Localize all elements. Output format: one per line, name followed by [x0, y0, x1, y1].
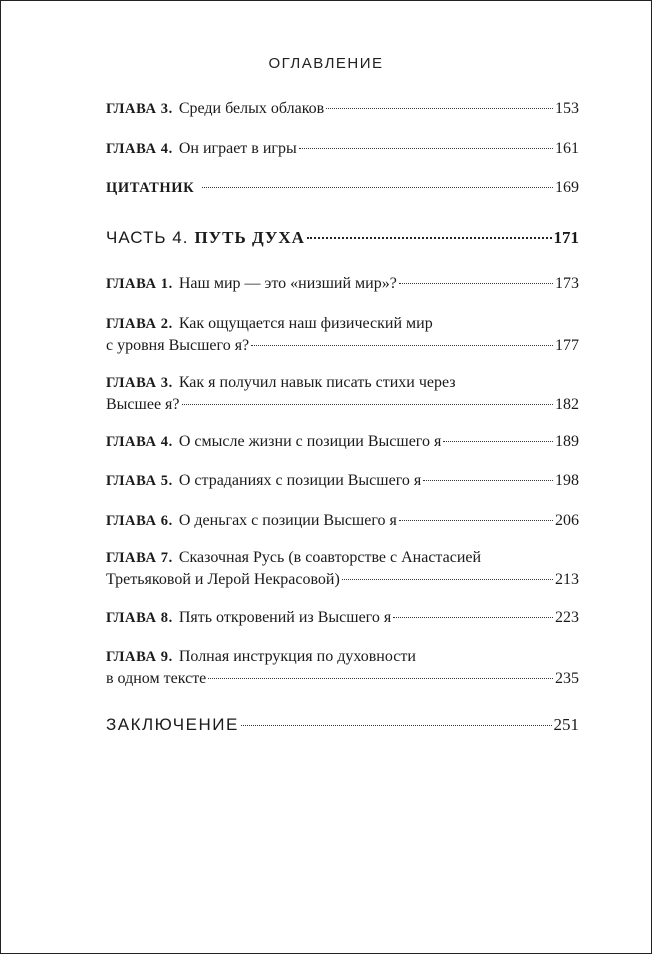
toc-conclusion-entry[interactable]: [106, 714, 579, 736]
chapter-title-line1: Сказочная Русь (в соавторстве с Анастасией: [178, 549, 482, 566]
toc-entry[interactable]: [106, 547, 579, 591]
page-number: 235: [555, 670, 579, 687]
toc-entry[interactable]: [106, 98, 579, 120]
toc-entry[interactable]: [106, 273, 579, 295]
chapter-title: О смысле жизни с позиции Высшего я: [178, 433, 442, 450]
chapter-label: ГЛАВА 9.: [106, 649, 173, 665]
chapter-label: ГЛАВА 3.: [106, 375, 173, 391]
chapter-label: ГЛАВА 3.: [106, 101, 173, 117]
part-title: ПУТЬ ДУХА: [194, 228, 305, 247]
page-number: 171: [553, 228, 579, 247]
page-number: 223: [555, 609, 579, 626]
toc-entry[interactable]: [106, 510, 579, 532]
chapter-label: ГЛАВА 7.: [106, 550, 173, 566]
leader-dots: [326, 108, 553, 109]
page-number: 161: [555, 140, 579, 157]
toc-part-entry[interactable]: [106, 227, 579, 249]
toc-entry[interactable]: [106, 177, 579, 199]
section-label: ЦИТАТНИК: [106, 180, 195, 196]
chapter-title: Высшее я?: [106, 396, 180, 413]
chapter-title: Он играет в игры: [178, 140, 297, 157]
leader-dots: [251, 345, 553, 346]
toc-entry[interactable]: [106, 138, 579, 160]
toc-entry[interactable]: [106, 470, 579, 492]
chapter-title: Среди белых облаков: [178, 100, 325, 117]
chapter-title: Третьяковой и Лерой Некрасовой): [106, 571, 340, 588]
leader-dots: [299, 148, 553, 149]
chapter-label: ГЛАВА 4.: [106, 141, 173, 157]
chapter-title: в одном тексте: [106, 670, 207, 687]
toc-entry[interactable]: [106, 313, 579, 357]
page-title: ОГЛАВЛЕНИЕ: [268, 55, 384, 72]
chapter-label: ГЛАВА 8.: [106, 610, 173, 626]
page-number: 206: [555, 512, 579, 529]
chapter-title-line1: Полная инструкция по духовности: [178, 648, 416, 665]
chapter-title: с уровня Высшего я?: [106, 337, 250, 354]
chapter-title: Пять откровений из Высшего я: [178, 609, 392, 626]
page-number: 153: [555, 100, 579, 117]
conclusion-label: ЗАКЛЮЧЕНИЕ: [106, 715, 239, 734]
chapter-label: ГЛАВА 6.: [106, 513, 173, 529]
leader-dots: [182, 404, 553, 405]
page-number: 177: [555, 337, 579, 354]
leader-dots: [208, 678, 553, 679]
leader-dots: [307, 237, 552, 239]
toc-entry[interactable]: [106, 372, 579, 416]
chapter-label: ГЛАВА 1.: [106, 276, 173, 292]
leader-dots: [399, 283, 553, 284]
chapter-title: Наш мир — это «низший мир»?: [178, 275, 397, 292]
page-number: 182: [555, 396, 579, 413]
leader-dots: [399, 520, 553, 521]
chapter-title-line1: Как я получил навык писать стихи через: [178, 374, 456, 391]
leader-dots: [241, 725, 552, 726]
page-number: 213: [555, 571, 579, 588]
chapter-title: О деньгах с позиции Высшего я: [178, 512, 397, 529]
page-number: 169: [555, 179, 579, 196]
leader-dots: [443, 441, 553, 442]
part-label: ЧАСТЬ 4.: [106, 228, 189, 247]
page-number: 198: [555, 472, 579, 489]
toc-entry[interactable]: [106, 431, 579, 453]
leader-dots: [393, 617, 553, 618]
leader-dots: [423, 480, 553, 481]
chapter-title-line1: Как ощущается наш физический мир: [178, 315, 433, 332]
chapter-label: ГЛАВА 4.: [106, 434, 173, 450]
chapter-label: ГЛАВА 2.: [106, 316, 173, 332]
page-number: 173: [555, 275, 579, 292]
toc-entry[interactable]: [106, 607, 579, 629]
chapter-title: О страданиях с позиции Высшего я: [178, 472, 422, 489]
page-number: 251: [553, 715, 579, 734]
toc-entry[interactable]: [106, 646, 579, 690]
leader-dots: [202, 187, 553, 188]
leader-dots: [342, 579, 553, 580]
chapter-label: ГЛАВА 5.: [106, 473, 173, 489]
page-number: 189: [555, 433, 579, 450]
